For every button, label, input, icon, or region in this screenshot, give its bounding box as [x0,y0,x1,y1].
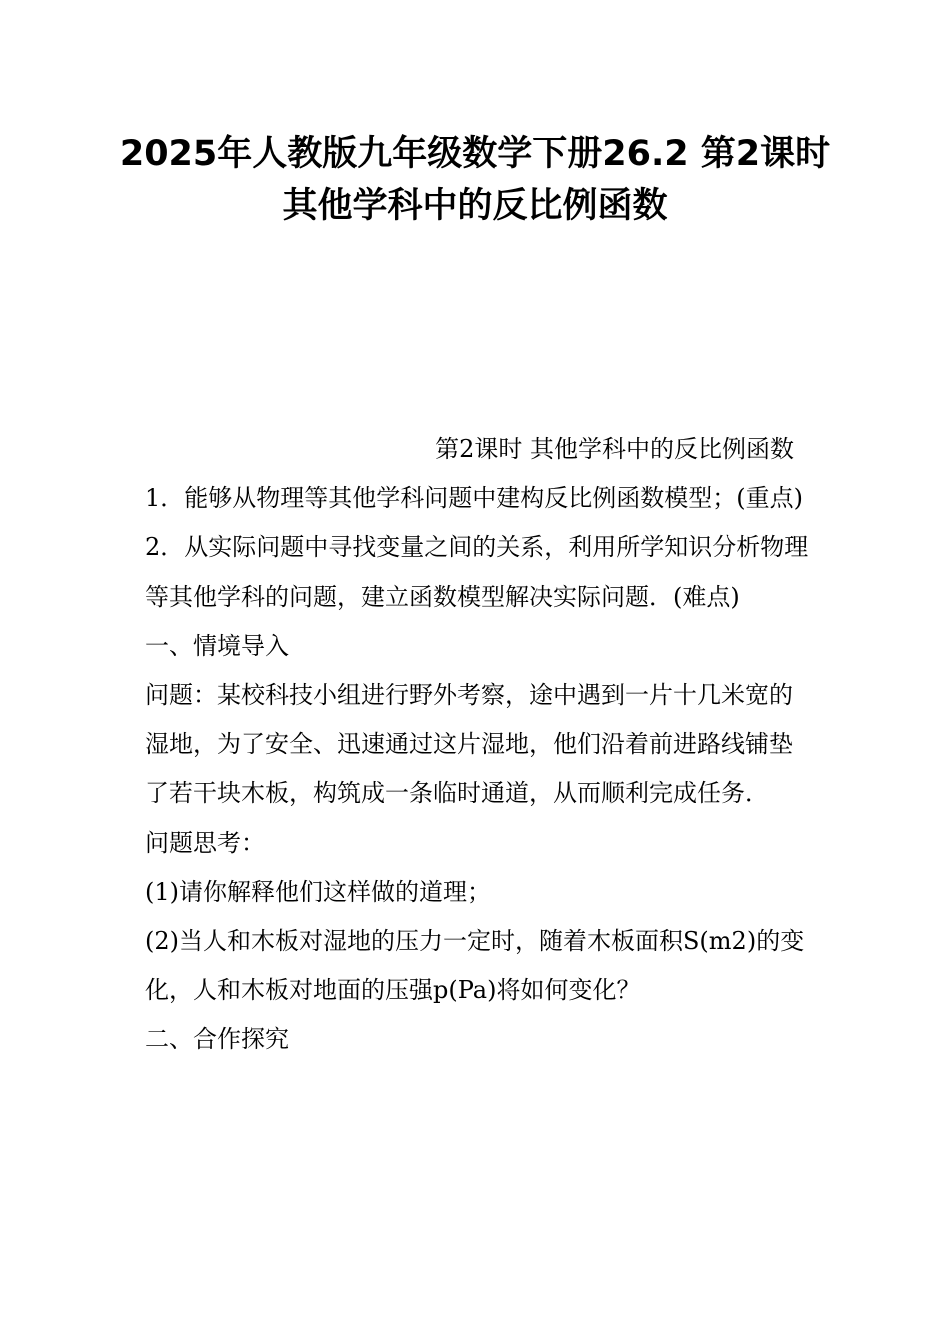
document-title: 2025年人教版九年级数学下册26.2 第2课时 其他学科中的反比例函数 [119,134,831,226]
learning-goal-1: 1．能够从物理等其他学科问题中建构反比例函数模型；(重点) [145,484,803,513]
lesson-subtitle: 第2课时 其他学科中的反比例函数 [435,435,794,463]
section-heading-intro: 一、情境导入 [145,631,289,660]
problem-think-label: 问题思考： [145,828,265,857]
question-1: (1)请你解释他们这样做的道理； [145,877,491,906]
intro-problem: 问题：某校科技小组进行野外考察，途中遇到一片十几米宽的湿地，为了安全、迅速通过这片湿地，他们沿着前进路线铺垫了若干块木板，构筑成一条临时通道，从而顺利完成任务． [145,681,793,808]
document-body [145,425,809,1065]
learning-goal-2: 2．从实际问题中寻找变量之间的关系，利用所学知识分析物理等其他学科的问题，建立函数模型解决实际问题．(难点) [145,533,809,611]
section-heading-explore: 二、合作探究 [145,1025,289,1054]
question-2: (2)当人和木板对湿地的压力一定时，随着木板面积S(m2)的变化，人和木板对地面的压强p(Pa)将如何变化？ [145,927,805,1005]
